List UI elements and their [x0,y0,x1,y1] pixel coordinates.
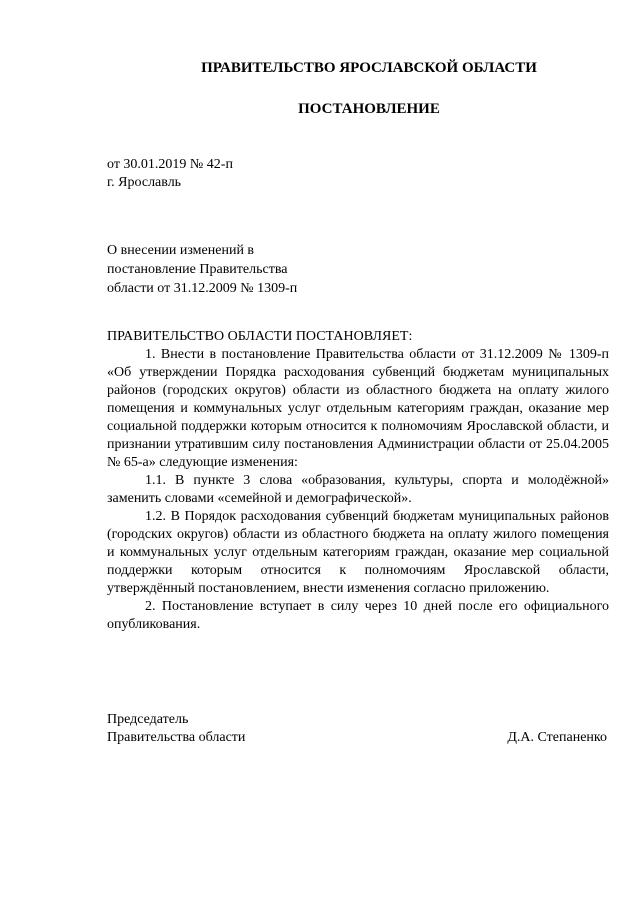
subject-line-2: постановление Правительства [107,262,288,277]
signer-name: Д.А. Степаненко [507,730,607,745]
document-body [107,328,609,634]
signature-block [107,711,607,747]
document-type-title: ПОСТАНОВЛЕНИЕ [298,101,440,117]
resolution-intro: ПРАВИТЕЛЬСТВО ОБЛАСТИ ПОСТАНОВЛЯЕТ: [107,329,413,344]
city: г. Ярославль [107,175,182,190]
subject-line-1: О внесении изменений в [107,243,255,258]
paragraph-1-1: 1.1. В пункте 3 слова «образования, культуры, спорта и молодёжной» заменить словами «семейной и демографической». [107,473,609,506]
document-subject [107,241,297,298]
paragraph-1: 1. Внести в постановление Правительства области от 31.12.2009 № 1309-п «Об утверждении Порядка расходования субвенций бюджетам муниципальных районов (городских округов) области из областного бюджета на оплату жилого помещения и коммунальных услуг отдельным категориям граждан, оказание мер социальной поддержки которым относится к полномочиям Ярославской области, и признании утратившим силу постановления Администрации области от 25.04.2005 № 65-а» следующие изменения: [107,347,609,470]
date-number: от 30.01.2019 № 42-п [107,157,233,172]
paragraph-1-2: 1.2. В Порядок расходования субвенций бюджетам муниципальных районов (городских округов) области из областного бюджета на оплату жилого помещения и коммунальных услуг отдельным категориям граждан, оказание мер социальной поддержки которым относится к полномочиям Ярославской области, утверждённый постановлением, внести изменения согласно приложению. [107,509,609,596]
signature-row [107,729,607,747]
document-meta [107,156,233,192]
signer-position-line-1: Председатель [107,712,189,727]
subject-line-3: области от 31.12.2009 № 1309-п [107,281,298,296]
paragraph-2: 2. Постановление вступает в силу через 10 дней после его официального опубликования. [107,599,609,632]
authority-title: ПРАВИТЕЛЬСТВО ЯРОСЛАВСКОЙ ОБЛАСТИ [201,60,537,76]
signer-position-line-2: Правительства области [107,730,246,745]
